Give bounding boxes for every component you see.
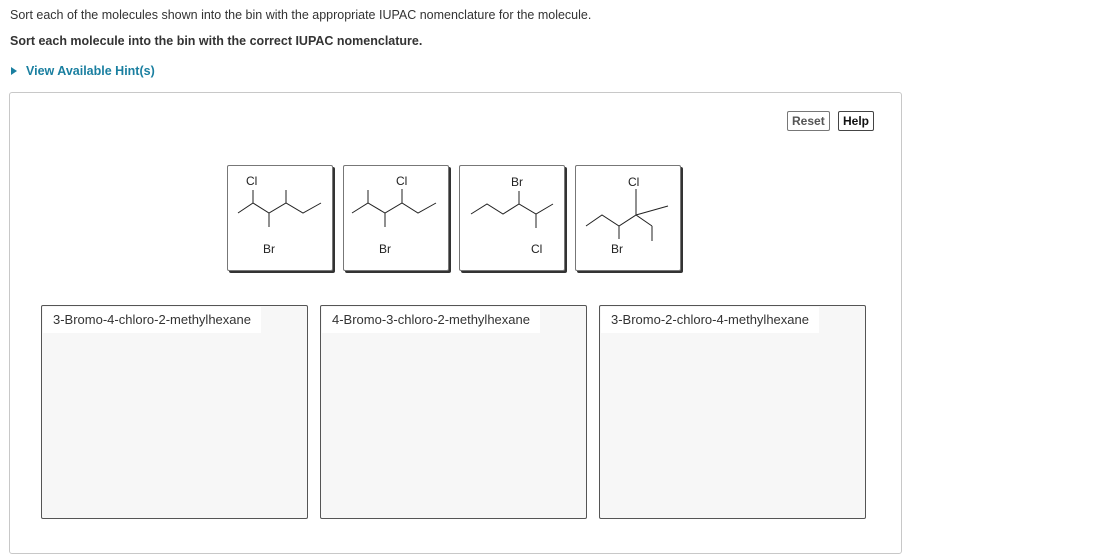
bin-1-label: 3-Bromo-4-chloro-2-methylhexane <box>43 307 261 333</box>
reset-button[interactable]: Reset <box>787 111 830 131</box>
molecule-3-bottom-atom: Cl <box>531 242 543 256</box>
molecule-4-bottom-atom: Br <box>611 242 623 256</box>
bin-2[interactable] <box>320 305 587 519</box>
help-button[interactable]: Help <box>838 111 874 131</box>
molecule-tile-2[interactable] <box>343 165 449 271</box>
molecule-1-skeleton-icon <box>228 166 332 270</box>
molecule-1-top-atom: Cl <box>246 174 258 188</box>
molecule-1-bottom-atom: Br <box>263 242 275 256</box>
molecule-2-top-atom: Cl <box>396 174 408 188</box>
molecule-4-top-atom: Cl <box>628 175 640 189</box>
molecule-tile-4[interactable] <box>575 165 681 271</box>
view-hints-link[interactable] <box>10 64 155 78</box>
instruction-text: Sort each molecule into the bin with the correct IUPAC nomenclature. <box>10 34 423 48</box>
molecule-tile-1[interactable] <box>227 165 333 271</box>
bin-3[interactable] <box>599 305 866 519</box>
molecule-2-bottom-atom: Br <box>379 242 391 256</box>
expand-triangle-icon <box>11 67 17 75</box>
bin-3-label: 3-Bromo-2-chloro-4-methylhexane <box>601 307 819 333</box>
view-hints-label: View Available Hint(s) <box>26 64 155 78</box>
molecule-3-top-atom: Br <box>511 175 523 189</box>
bin-2-label: 4-Bromo-3-chloro-2-methylhexane <box>322 307 540 333</box>
molecule-tile-3[interactable] <box>459 165 565 271</box>
intro-text: Sort each of the molecules shown into the bin with the appropriate IUPAC nomenclature for the molecule. <box>10 8 592 22</box>
bin-1[interactable] <box>41 305 308 519</box>
